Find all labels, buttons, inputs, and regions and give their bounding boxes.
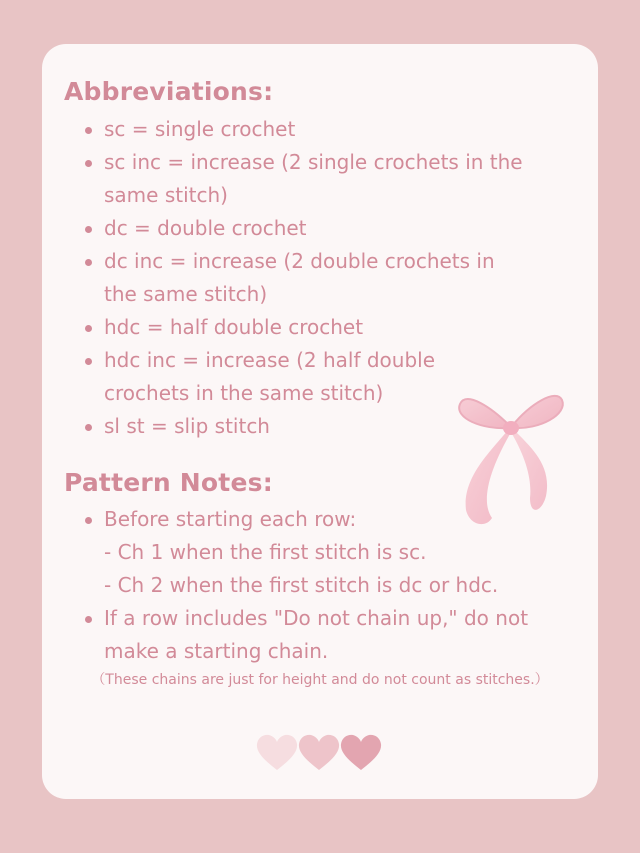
heart-icon xyxy=(299,735,339,770)
footnote: （These chains are just for height and do not count as stitches.） xyxy=(91,672,549,688)
heart-icon xyxy=(257,735,297,770)
abbreviation-item: hdc inc = increase (2 half double crochets in the same stitch) xyxy=(85,344,555,410)
abbreviation-item: sl st = slip stitch xyxy=(85,410,555,443)
abbreviation-item: sc = single crochet xyxy=(85,113,555,146)
abbreviations-heading: Abbreviations: xyxy=(64,77,274,106)
abbreviation-item: dc = double crochet xyxy=(85,212,555,245)
heart-icon xyxy=(341,735,381,770)
pattern-note-item: Before starting each row: - Ch 1 when the first stitch is sc. - Ch 2 when the first stitch is dc or hdc. xyxy=(85,503,555,602)
pattern-notes-heading: Pattern Notes: xyxy=(64,468,273,497)
pink-ribbon-bow-icon xyxy=(452,386,568,534)
pattern-note-item: If a row includes "Do not chain up," do not make a starting chain. xyxy=(85,602,555,668)
hearts-decoration xyxy=(256,732,384,772)
abbreviation-item: dc inc = increase (2 double crochets in the same stitch) xyxy=(85,245,555,311)
abbreviation-item: sc inc = increase (2 single crochets in the same stitch) xyxy=(85,146,555,212)
abbreviation-item: hdc = half double crochet xyxy=(85,311,555,344)
